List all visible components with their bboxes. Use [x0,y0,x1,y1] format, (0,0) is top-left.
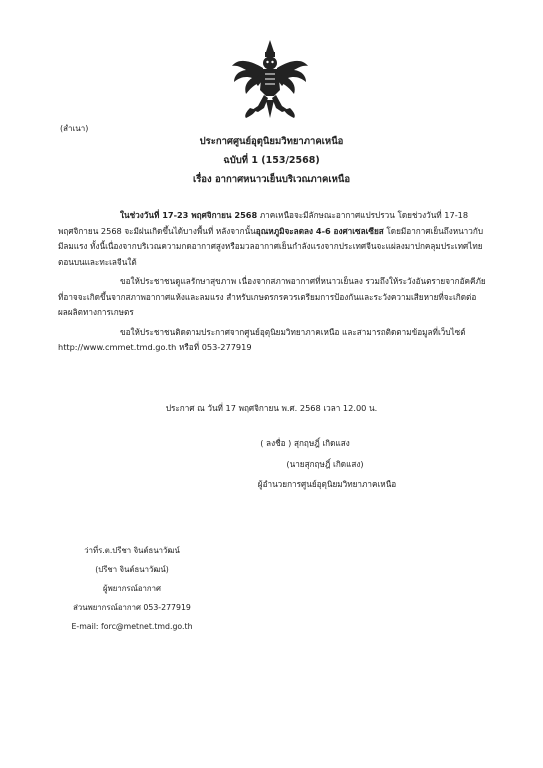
contact-line-4: ส่วนพยากรณ์อากาศ 053-277919 [73,603,191,612]
contact-line-3: ผู้พยากรณ์อากาศ [103,584,161,593]
contact-email: E-mail: forc@metnet.tmd.go.th [71,622,193,631]
paragraph-3: ขอให้ประชาชนติดตามประกาศจากศูนย์อุตุนิยมวิทยาภาคเหนือ และสามารถติดตามข้อมูลที่เว็บไซต์ http://www.cmmet.tmd.go.th หรือที่ 053-277919 [58,326,466,352]
signature-signed: ( ลงชื่อ ) สุกฤษฎิ์ เกิดแสง [260,438,350,448]
paragraph-1-temperature: อุณหภูมิจะลดลง 4-6 องศาเซลเซียส [255,225,384,236]
announce-date: ประกาศ ณ วันที่ 17 พฤศจิกายน พ.ศ. 2568 เวลา 12.00 น. [165,403,378,413]
paragraph-1-text: ภาคเหนือจะมีลักษณะอากาศแปรปรวน โดยช่วงวันที่ 17-18 พฤศจิกายน 2568 จะมีฝนเกิดขึ้นได้บางพื้นที่ หลังจากนั้น [58,210,469,236]
header-issue-number: ฉบับที่ 1 (153/2568) [223,155,320,166]
contact-line-2: (ปรีชา จินต์ธนาวัฒน์) [95,565,169,574]
contact-line-1: ว่าที่ร.ต.ปรีชา จินต์ธนาวัฒน์ [84,546,180,555]
signature-position: ผู้อำนวยการศูนย์อุตุนิยมวิทยาภาคเหนือ [257,479,397,489]
paragraph-1-lead: ในช่วงวันที่ 17-23 พฤศจิกายน 2568 [120,210,258,220]
copy-mark: (สำเนา) [60,124,89,133]
signature-name: (นายสุกฤษฎิ์ เกิดแสง) [286,459,364,469]
garuda-emblem-icon [228,38,312,120]
header-title: ประกาศศูนย์อุตุนิยมวิทยาภาคเหนือ [199,136,344,147]
header-subject: เรื่อง อากาศหนาวเย็นบริเวณภาคเหนือ [192,174,351,185]
announcement-body [58,208,488,356]
paragraph-1 [58,208,488,270]
paragraph-1-text-2: โดยมีอากาศเย็นถึงหนาวกับมีลมแรง ทั้งนี้เนื่องจากบริเวณความกดอากาศสูงหรือมวลอากาศเย็นกำลังแรงจากประเทศจีนจะแผ่ลงมาปกคลุมประเทศไทยตอนบนและทะเลจีนใต้ [58,225,484,267]
paragraph-2: ขอให้ประชาชนดูแลรักษาสุขภาพ เนื่องจากสภาพอากาศที่หนาวเย็นลง รวมถึงให้ระวังอันตรายจากอัคคีภัยที่อาจจะเกิดขึ้นจากสภาพอากาศแห้งและลมแรง สำหรับเกษตรกรควรเตรียมการป้องกันและระวังความเสียหายที่จะเกิดต่อผลผลิตทางการเกษตร [58,276,486,317]
forecaster-contact [52,541,212,636]
